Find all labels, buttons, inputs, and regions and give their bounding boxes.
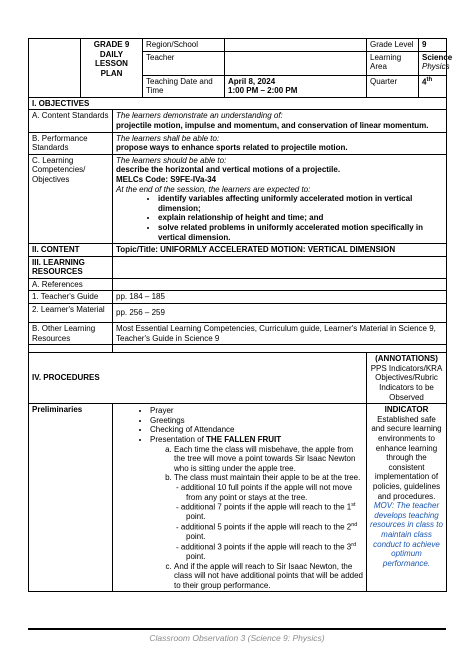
quarter-label: Quarter <box>367 75 419 97</box>
competencies-intro: The learners should be able to: <box>116 155 227 165</box>
preliminary-item: • Greetings <box>150 416 363 426</box>
learning-area-label: Learning Area <box>367 51 419 75</box>
performance-standards-value <box>113 132 447 154</box>
performance-standards-text: propose ways to enhance sports related to projectile motion. <box>116 143 348 153</box>
plan-title-line: LESSON <box>95 59 128 69</box>
points-list <box>174 483 363 562</box>
teaching-time: 1:00 PM – 2:00 PM <box>228 86 298 96</box>
points-item <box>180 522 363 542</box>
learners-material-value: pp. 256 – 259 <box>113 304 447 323</box>
content-standards-label: A. Content Standards <box>29 110 113 132</box>
references-label: A. References <box>29 278 113 291</box>
points-text: point. <box>186 552 206 562</box>
indicator-cell <box>367 404 447 592</box>
learning-area-value <box>419 51 453 75</box>
rule-item: a. Each time the class will misbehave, the apple from the tree will move a point towards Sir Isaac Newton who is sitting under the apple tree. <box>174 445 363 474</box>
grade-level-label: Grade Level <box>367 39 419 52</box>
competencies-value <box>113 154 447 243</box>
performance-standards-label: B. Performance Standards <box>29 132 113 154</box>
preliminaries-label: Preliminaries <box>29 404 113 592</box>
plan-title <box>81 39 143 98</box>
header-blank-cell <box>29 39 81 98</box>
session-intro: At the end of the session, the learners are expected to: <box>116 184 311 194</box>
teacher-label: Teacher <box>143 51 225 75</box>
points-sup: nd <box>351 522 358 528</box>
mov-text: MOV: The teacher develops teaching resources in class to maintain class conduct to achieve optimum performance. <box>370 501 443 568</box>
points-text: additional 7 points if the apple will reach to the 1 <box>180 502 352 512</box>
rule-item: c. And if the apple will reach to Sir Isaac Newton, the class will not have additional points that will be added to their group performance. <box>174 562 363 591</box>
plan-title-line: GRADE 9 <box>93 40 130 49</box>
teaching-date-value <box>225 75 367 97</box>
grade-level-value: 9 <box>419 39 447 52</box>
performance-standards-intro: The learners shall be able to: <box>116 133 220 143</box>
objective-item: • identify variables affecting uniformly accelerated motion in vertical dimension; <box>158 194 443 213</box>
spacer-cell <box>29 345 113 353</box>
teaching-date: April 8, 2024 <box>228 76 276 86</box>
objective-list <box>116 194 443 242</box>
indicator-text: Established safe and secure learning environments to enhance learning through the consistent implementation of policies, guidelines and procedures. <box>371 414 442 501</box>
objective-item: • solve related problems in uniformly accelerated motion specifically in vertical dimension. <box>158 223 443 242</box>
page-footer: Classroom Observation 3 (Science 9: Physics) <box>149 633 325 643</box>
presentation-title: THE FALLEN FRUIT <box>206 435 282 444</box>
teaching-date-label: Teaching Date and Time <box>143 75 225 97</box>
content-label: II. CONTENT <box>29 244 113 257</box>
other-resources-label: B. Other Learning Resources <box>29 323 113 345</box>
rule-b-text: The class must maintain their apple to be at the tree. <box>174 473 361 483</box>
teachers-guide-label: 1. Teacher's Guide <box>29 291 113 304</box>
objective-item: • explain relationship of height and time; and <box>158 213 443 223</box>
annotations-title: (ANNOTATIONS) <box>375 354 438 364</box>
content-standards-value <box>113 110 447 132</box>
procedures-heading: IV. PROCEDURES <box>29 353 367 404</box>
rule-list <box>150 445 363 591</box>
indicator-title: INDICATOR <box>384 405 429 415</box>
points-item: - additional 10 full points if the apple will not move from any point or stays at the tree. <box>186 483 363 502</box>
points-sup: st <box>351 502 356 509</box>
teachers-guide-value: pp. 184 – 185 <box>113 291 447 304</box>
points-item <box>180 502 363 522</box>
melc-code: MELCs Code: S9FE-IVa-34 <box>116 174 217 184</box>
annotations-header <box>367 353 447 404</box>
other-resources-value: Most Essential Learning Competencies, Curriculum guide, Learner's Material in Science 9, Teacher's Guide in Science 9 <box>113 323 447 345</box>
references-value <box>113 278 447 291</box>
learners-material-label: 2. Learner's Material <box>29 304 113 323</box>
resources-heading-blank <box>113 256 447 278</box>
competencies-text: describe the horizontal and vertical motions of a projectile. <box>116 165 341 175</box>
learning-area-subject: Science <box>422 52 453 62</box>
content-topic: Topic/Title: UNIFORMLY ACCELERATED MOTION: VERTICAL DIMENSION <box>113 244 447 257</box>
competencies-label: C. Learning Competencies/ Objectives <box>29 154 113 243</box>
resources-heading: III. LEARNING RESOURCES <box>29 256 113 278</box>
content-standards-text: projectile motion, impulse and momentum, and conservation of linear momentum. <box>116 120 429 130</box>
rule-item <box>174 473 363 561</box>
preliminary-item <box>150 435 363 590</box>
points-text: additional 5 points if the apple will reach to the 2 <box>180 522 352 532</box>
region-label: Region/School <box>143 39 225 52</box>
objectives-heading: I. OBJECTIVES <box>29 97 447 110</box>
annotations-subtitle: PPS Indicators/KRA Objectives/Rubric Indicators to be Observed <box>370 363 443 402</box>
footer-rule <box>28 628 446 630</box>
content-standards-intro: The learners demonstrate an understanding of: <box>116 111 283 121</box>
points-text: point. <box>186 512 206 522</box>
points-text: additional 3 points if the apple will reach to the 3 <box>180 542 352 552</box>
spacer-cell <box>113 345 447 353</box>
teacher-value <box>225 51 367 75</box>
preliminary-item: • Checking of Attendance <box>150 425 363 435</box>
learning-area-subtopic: Physics <box>422 62 450 72</box>
preliminaries-content <box>113 404 367 592</box>
preliminary-list <box>116 406 363 590</box>
plan-title-line: DAILY <box>99 49 124 59</box>
quarter-suffix: th <box>426 76 433 83</box>
quarter-value <box>419 75 447 97</box>
points-text: point. <box>186 532 206 542</box>
preliminary-item: • Prayer <box>150 406 363 416</box>
quarter-number: 4 <box>422 77 427 87</box>
points-item <box>180 541 363 562</box>
plan-title-line: PLAN <box>100 68 123 78</box>
presentation-prefix: Presentation of <box>150 435 207 444</box>
points-sup: rd <box>351 541 357 548</box>
lesson-plan-table <box>28 38 453 592</box>
region-value <box>225 39 367 52</box>
